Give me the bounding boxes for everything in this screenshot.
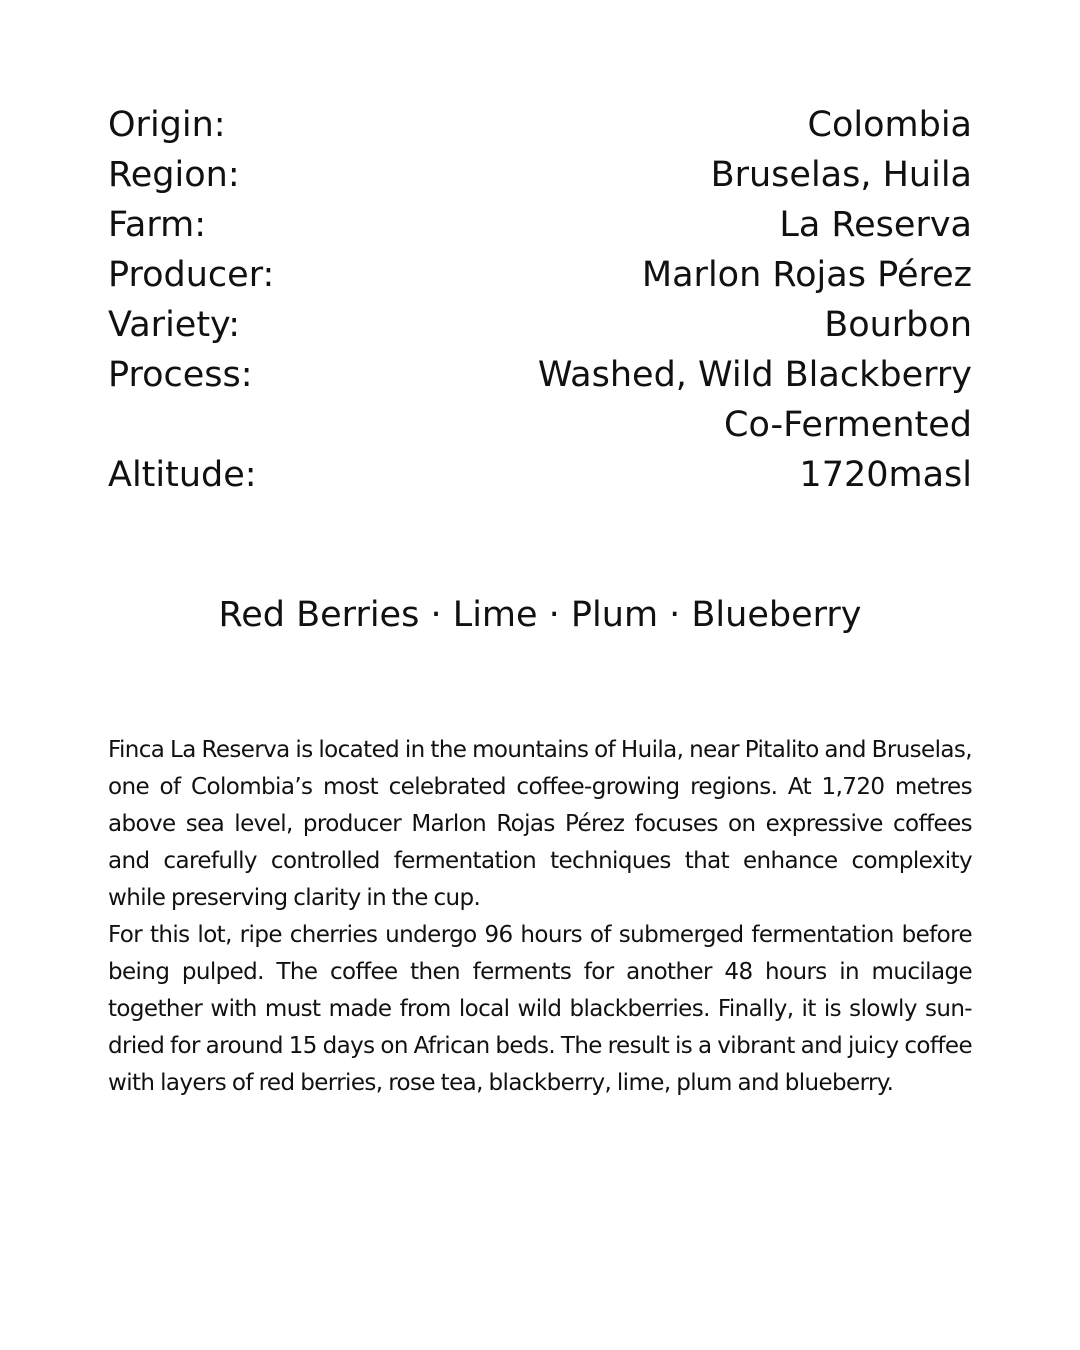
variety-value: Bourbon: [824, 305, 972, 345]
process-value-line-1: Washed, Wild Blackberry: [537, 355, 972, 395]
description-paragraph: For this lot, ripe cherries undergo 96 hours of submerged fermentation before being pulped. The coffee then ferments for another 48 hours in mucilage together with must made from local wild blackberries. Finally, it is slowly sun-dried for around 15 days on African beds. The result is a vibrant and juicy coffee with layers of red berries, rose tea, blackberry, lime, plum and blueberry.: [108, 922, 972, 1096]
producer-label: Producer:: [108, 255, 275, 295]
farm-value: La Reserva: [779, 205, 972, 245]
altitude-value: 1720masl: [799, 455, 972, 495]
altitude-label: Altitude:: [108, 455, 257, 495]
region-label: Region:: [108, 155, 240, 195]
coffee-info-card: [108, 100, 972, 1102]
tasting-notes: Red Berries · Lime · Plum · Blueberry: [218, 595, 862, 635]
origin-label: Origin:: [108, 105, 226, 145]
description-paragraph: Finca La Reserva is located in the mountains of Huila, near Pitalito and Bruselas, one of Colombia’s most celebrated coffee-growing regions. At 1,720 metres above sea level, producer Marlon Rojas Pérez focuses on expressive coffees and carefully controlled fermentation techniques that enhance complexity while preserving clarity in the cup.: [108, 737, 972, 911]
variety-label: Variety:: [108, 305, 241, 345]
coffee-specs: [108, 100, 972, 500]
coffee-description: [108, 732, 972, 1102]
producer-value: Marlon Rojas Pérez: [641, 255, 972, 295]
origin-value: Colombia: [807, 105, 972, 145]
process-label: Process:: [108, 355, 253, 395]
region-value: Bruselas, Huila: [710, 155, 972, 195]
process-value: [438, 350, 972, 450]
farm-label: Farm:: [108, 205, 207, 245]
process-value-line-2: Co-Fermented: [724, 405, 972, 445]
